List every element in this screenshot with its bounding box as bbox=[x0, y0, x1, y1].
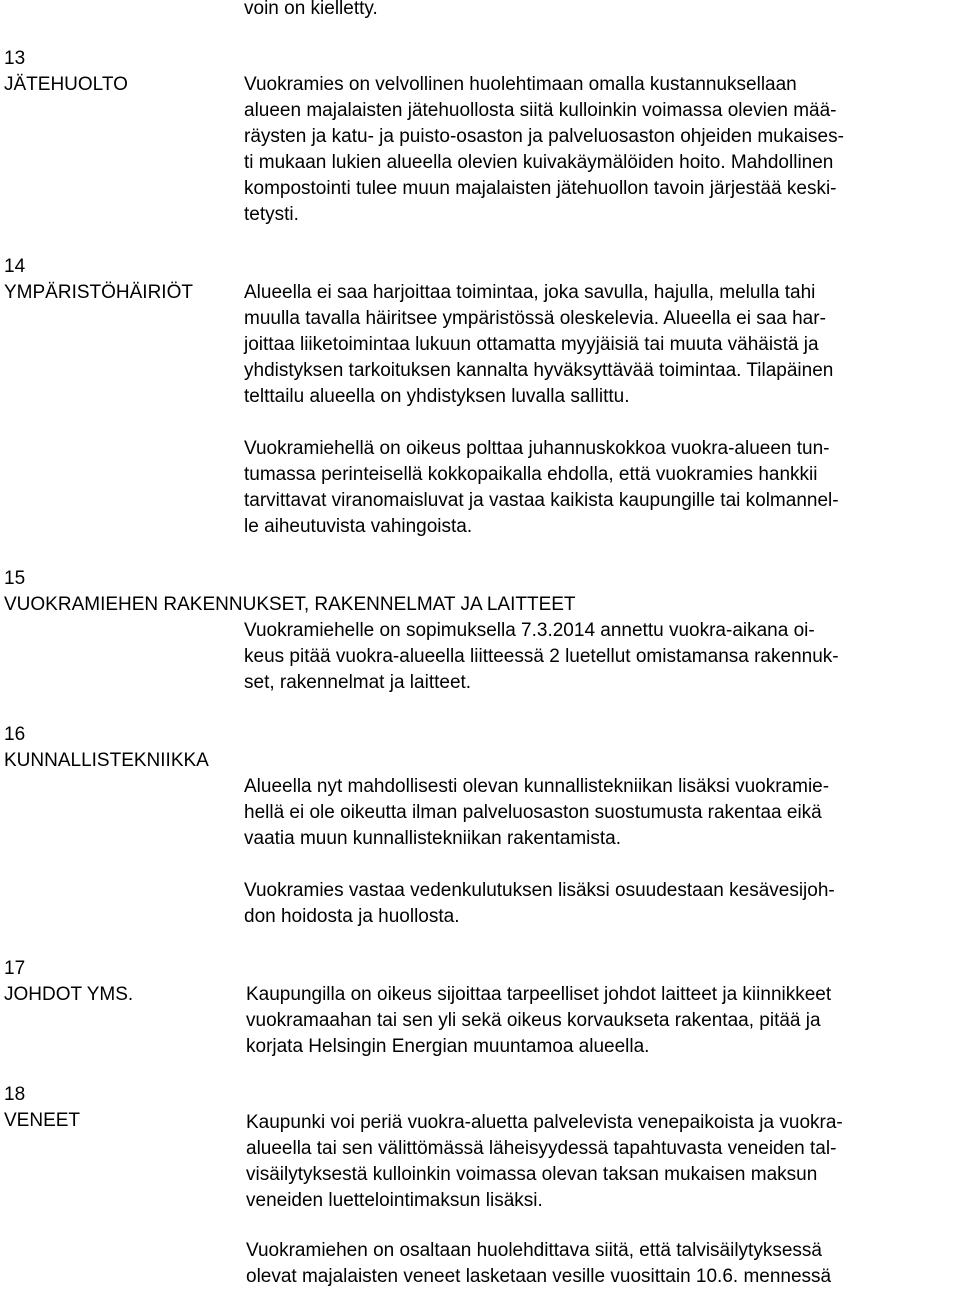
paragraph-line: yhdistyksen tarkoituksen kannalta hyväksyttävää toimintaa. Tilapäinen bbox=[244, 360, 834, 381]
paragraph-line: Vuokramiehen on osaltaan huolehdittava siitä, että talvisäilytyksessä bbox=[246, 1240, 822, 1261]
section-number: 17 bbox=[4, 958, 26, 979]
paragraph-line: Alueella ei saa harjoittaa toimintaa, joka savulla, hajulla, melulla tahi bbox=[244, 282, 816, 303]
paragraph-line: vuokramaahan tai sen yli sekä oikeus korvaukseta rakentaa, pitää ja bbox=[246, 1010, 821, 1031]
paragraph-line: Vuokramiehelle on sopimuksella 7.3.2014 annettu vuokra-aikana oi- bbox=[244, 620, 815, 641]
paragraph-line: Vuokramies vastaa vedenkulutuksen lisäksi osuudestaan kesävesijoh- bbox=[244, 880, 835, 901]
paragraph-line: Alueella nyt mahdollisesti olevan kunnallistekniikan lisäksi vuokramie- bbox=[244, 776, 830, 797]
paragraph-line: muulla tavalla häiritsee ympäristössä oleskelevia. Alueella ei saa har- bbox=[244, 308, 826, 329]
paragraph-line: Vuokramies on velvollinen huolehtimaan omalla kustannuksellaan bbox=[244, 74, 797, 95]
paragraph-line: le aiheutuvista vahingoista. bbox=[244, 516, 473, 537]
paragraph-line: keus pitää vuokra-alueella liitteessä 2 luetellut omistamansa rakennuk- bbox=[244, 646, 839, 667]
paragraph-line: tumassa perinteisellä kokkopaikalla ehdolla, että vuokramies hankkii bbox=[244, 464, 818, 485]
paragraph-line: hellä ei ole oikeutta ilman palveluosaston suostumusta rakentaa eikä bbox=[244, 802, 822, 823]
section-title: YMPÄRISTÖHÄIRIÖT bbox=[4, 282, 193, 303]
paragraph-line: don hoidosta ja huollosta. bbox=[244, 906, 460, 927]
paragraph-line: alueen majalaisten jätehuollosta siitä kulloinkin voimassa olevien mää- bbox=[244, 100, 837, 121]
section-title: JÄTEHUOLTO bbox=[4, 74, 128, 95]
section-number: 15 bbox=[4, 568, 26, 589]
section-number: 16 bbox=[4, 724, 26, 745]
paragraph-line: joittaa liiketoimintaa lukuun ottamatta myyjäisiä tai muuta vähäistä ja bbox=[244, 334, 819, 355]
paragraph-line: Kaupungilla on oikeus sijoittaa tarpeelliset johdot laitteet ja kiinnikkeet bbox=[246, 984, 832, 1005]
section-number: 14 bbox=[4, 256, 26, 277]
paragraph-line: veneiden luettelointimaksun lisäksi. bbox=[246, 1190, 543, 1211]
paragraph-line: tetysti. bbox=[244, 204, 299, 225]
continued-text-fragment: voin on kielletty. bbox=[244, 0, 378, 19]
section-number: 18 bbox=[4, 1084, 26, 1105]
section-title: JOHDOT YMS. bbox=[4, 984, 134, 1005]
paragraph-line: telttailu alueella on yhdistyksen luvalla sallittu. bbox=[244, 386, 630, 407]
section-title: VENEET bbox=[4, 1110, 81, 1131]
section-number: 13 bbox=[4, 48, 26, 69]
paragraph-line: alueella tai sen välittömässä läheisyydessä tapahtuvasta veneiden tal- bbox=[246, 1138, 837, 1159]
paragraph-line: tarvittavat viranomaisluvat ja vastaa kaikista kaupungille tai kolmannel- bbox=[244, 490, 839, 511]
paragraph-line: kompostointi tulee muun majalaisten jätehuollon tavoin järjestää keski- bbox=[244, 178, 837, 199]
section-title: KUNNALLISTEKNIIKKA bbox=[4, 750, 209, 771]
section-title: VUOKRAMIEHEN RAKENNUKSET, RAKENNELMAT JA LAITTEET bbox=[4, 594, 576, 615]
paragraph-line: set, rakennelmat ja laitteet. bbox=[244, 672, 472, 693]
paragraph-line: räysten ja katu- ja puisto-osaston ja palveluosaston ohjeiden mukaises- bbox=[244, 126, 844, 147]
paragraph-line: visäilytyksestä kulloinkin voimassa olevan taksan mukaisen maksun bbox=[246, 1164, 818, 1185]
paragraph-line: ti mukaan lukien alueella olevien kuivakäymälöiden hoito. Mahdollinen bbox=[244, 152, 834, 173]
paragraph-line: Vuokramiehellä on oikeus polttaa juhannuskokkoa vuokra-alueen tun- bbox=[244, 438, 830, 459]
paragraph-line: olevat majalaisten veneet lasketaan vesille vuosittain 10.6. mennessä bbox=[246, 1266, 832, 1287]
paragraph-line: korjata Helsingin Energian muuntamoa alueella. bbox=[246, 1036, 650, 1057]
paragraph-line: vaatia muun kunnallistekniikan rakentamista. bbox=[244, 828, 622, 849]
paragraph-line: Kaupunki voi periä vuokra-aluetta palvelevista venepaikoista ja vuokra- bbox=[246, 1112, 843, 1133]
